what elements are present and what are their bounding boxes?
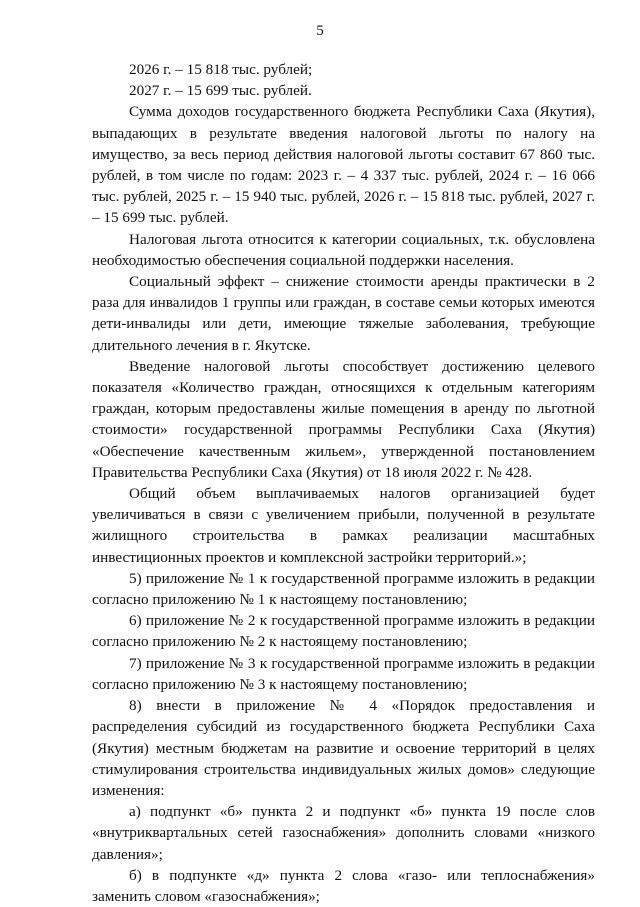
- page-number: 5: [316, 23, 324, 39]
- paragraph-subitem-b: б) в подпункте «д» пункта 2 слова «газо- или теплоснабжения» заменить словом «газоснабжения»;: [92, 866, 595, 905]
- paragraph-tax-volume: Общий объем выплачиваемых налогов организацией будет увеличиваться в связи с увеличением прибыли, полученной в результате жилищного строительства в рамках реализации масштабных инвестиционных проектов и комплексной застройки территорий.»;: [92, 485, 595, 566]
- paragraph-social-category: Налоговая льгота относится к категории социальных, т.к. обусловлена необходимостью обеспечения социальной поддержки населения.: [92, 230, 595, 269]
- paragraph-item-5: 5) приложение № 1 к государственной программе изложить в редакции согласно приложению № 1 к настоящему постановлению;: [92, 569, 595, 609]
- paragraph-social-effect: Социальный эффект – снижение стоимости аренды практически в 2 раза для инвалидов 1 группы или граждан, в составе семьи которых имеются дети-инвалиды или дети, имеющие тяжелые заболевания, требующие длительного лечения в г. Якутске.: [92, 273, 595, 354]
- paragraph-revenue-loss: Сумма доходов государственного бюджета Республики Саха (Якутия), выпадающих в результате введения налоговой льготы по налогу на имущество, за весь период действия налоговой льготы составит 67 860 тыс. рублей, в том числе по годам: 2023 г. – 4 337 тыс. рублей, 2024 г. – 16 066 тыс. рублей, 2025 г. – 15 940 тыс. рублей, 2026 г. – 15 818 тыс. рублей, 2027 г. – 15 699 тыс. рублей.: [92, 103, 595, 227]
- paragraph-target-indicator: Введение налоговой льготы способствует достижению целевого показателя «Количество граждан, относящихся к отдельным категориям граждан, которым предоставлены жилые помещения в аренду по льготной стоимости» государственной программы Республики Саха (Якутия) «Обеспечение качественным жильем», утвержденной постановлением Правительства Республики Саха (Якутия) от 18 июля 2022 г. № 428.: [92, 357, 595, 481]
- paragraph-subitem-a: а) подпункт «б» пункта 2 и подпункт «б» пункта 19 после слов «внутриквартальных сетей газоснабжения» дополнить словами «низкого давления»;: [92, 803, 595, 863]
- paragraph-budget-2027: 2027 г. – 15 699 тыс. рублей.: [129, 82, 312, 100]
- document-body: [92, 59, 595, 907]
- paragraph-budget-2026: 2026 г. – 15 818 тыс. рублей;: [129, 61, 313, 78]
- paragraph-item-8: 8) внести в приложение № 4 «Порядок предоставления и распределения субсидий из государственного бюджета Республики Саха (Якутия) местным бюджетам на развитие и освоение территорий в целях стимулирования строительства индивидуальных жилых домов» следующие изменения:: [92, 697, 595, 799]
- paragraph-item-7: 7) приложение № 3 к государственной программе изложить в редакции согласно приложению № 3 к настоящему постановлению;: [92, 654, 595, 693]
- paragraph-item-6: 6) приложение № 2 к государственной программе изложить в редакции согласно приложению № 2 к настоящему постановлению;: [92, 612, 595, 651]
